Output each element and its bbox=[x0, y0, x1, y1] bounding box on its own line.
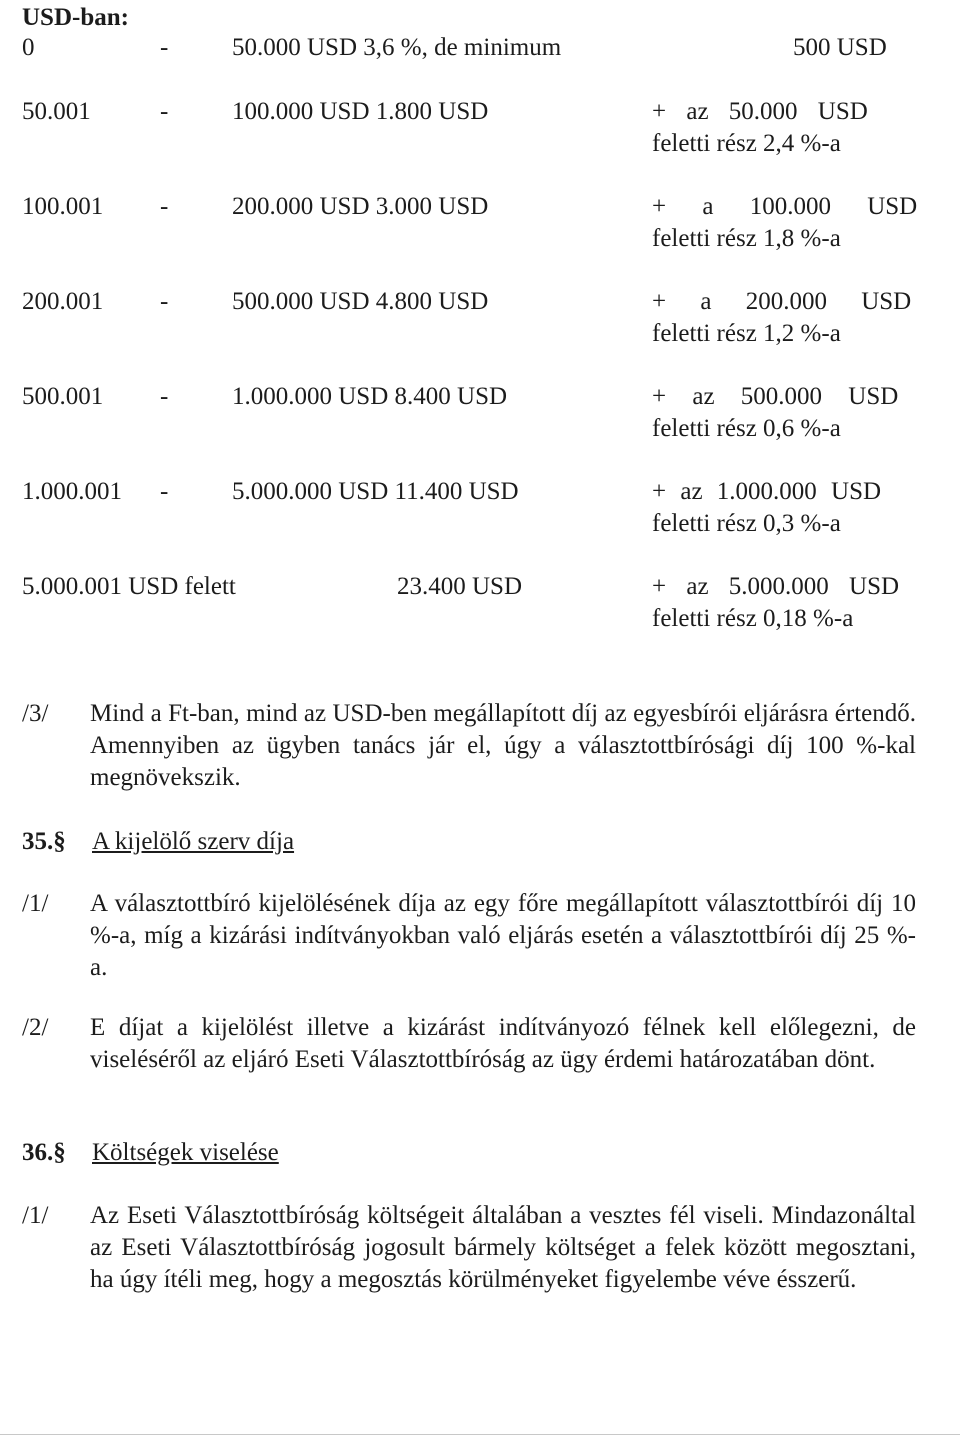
section-number: 35.§ bbox=[22, 828, 66, 855]
fee-extra: + az 1.000.000 USD bbox=[652, 478, 882, 505]
fee-extra-line2: feletti rész 0,18 %-a bbox=[652, 605, 854, 632]
fee-from: 200.001 bbox=[22, 288, 104, 315]
bottom-rule bbox=[0, 1434, 960, 1435]
fee-dash: - bbox=[160, 193, 169, 220]
fee-to-fee: 23.400 USD bbox=[397, 573, 523, 600]
fee-extra-line2: feletti rész 1,8 %-a bbox=[652, 225, 841, 252]
paragraph-text: Az Eseti Választottbíróság költségeit általában a vesztes fél viseli. Mindazonáltal az Eseti Választottbíróság jogosult bármely költséget a felek között megosztani, ha úgy ítéli meg, hogy a megosztás körülményeket figyelembe véve ésszerű. bbox=[90, 1202, 916, 1293]
fee-from: 50.001 bbox=[22, 98, 91, 125]
fee-dash: - bbox=[160, 383, 169, 410]
section-number: 36.§ bbox=[22, 1139, 66, 1166]
fee-from: 5.000.001 USD felett bbox=[22, 573, 236, 600]
fee-to-fee: 1.000.000 USD 8.400 USD bbox=[232, 383, 508, 410]
fee-dash: - bbox=[160, 288, 169, 315]
fee-extra: 500 USD bbox=[793, 34, 887, 61]
fee-extra: + a 100.000 USD bbox=[652, 193, 918, 220]
paragraph-text: A választottbíró kijelölésének díja az egy főre megállapított választottbírói díj 10 %-a, míg a kizárási indítványokban való eljárás esetén a választottbírói díj 25 %-a. bbox=[90, 890, 916, 981]
fee-from: 0 bbox=[22, 34, 35, 61]
paragraph-text: Mind a Ft-ban, mind az USD-ben megállapított díj az egyesbírói eljárásra értendő. Amennyiben az ügyben tanács jár el, úgy a választottbírósági díj 100 %-kal megnövekszik. bbox=[90, 700, 916, 791]
fee-to-fee: 200.000 USD 3.000 USD bbox=[232, 193, 489, 220]
fee-extra: + a 200.000 USD bbox=[652, 288, 912, 315]
paragraph-number: /3/ bbox=[22, 700, 49, 727]
fee-extra: + az 5.000.000 USD bbox=[652, 573, 900, 600]
fee-to-fee: 500.000 USD 4.800 USD bbox=[232, 288, 489, 315]
fee-extra-line2: feletti rész 1,2 %-a bbox=[652, 320, 841, 347]
paragraph-text: E díjat a kijelölést illetve a kizárást indítványozó félnek kell előlegezni, de viseléséről az eljáró Eseti Választottbíróság az ügy érdemi határozatában dönt. bbox=[90, 1014, 916, 1073]
fee-to-fee: 100.000 USD 1.800 USD bbox=[232, 98, 489, 125]
fee-from: 500.001 bbox=[22, 383, 104, 410]
fee-dash: - bbox=[160, 478, 169, 505]
fee-to-fee: 5.000.000 USD 11.400 USD bbox=[232, 478, 519, 505]
paragraph-number: /2/ bbox=[22, 1014, 49, 1041]
fee-extra-line2: feletti rész 0,6 %-a bbox=[652, 415, 841, 442]
fee-to-fee: 50.000 USD 3,6 %, de minimum bbox=[232, 34, 562, 61]
paragraph-number: /1/ bbox=[22, 1202, 49, 1229]
fee-dash: - bbox=[160, 34, 169, 61]
fee-from: 100.001 bbox=[22, 193, 104, 220]
paragraph-number: /1/ bbox=[22, 890, 49, 917]
fee-extra-line2: feletti rész 0,3 %-a bbox=[652, 510, 841, 537]
section-title: A kijelölő szerv díja bbox=[92, 828, 295, 855]
usd-heading: USD-ban: bbox=[22, 4, 129, 31]
section-title: Költségek viselése bbox=[92, 1139, 279, 1166]
fee-extra: + az 50.000 USD bbox=[652, 98, 868, 125]
fee-extra-line2: feletti rész 2,4 %-a bbox=[652, 130, 841, 157]
fee-dash: - bbox=[160, 98, 169, 125]
fee-from: 1.000.001 bbox=[22, 478, 122, 505]
fee-extra: + az 500.000 USD bbox=[652, 383, 899, 410]
